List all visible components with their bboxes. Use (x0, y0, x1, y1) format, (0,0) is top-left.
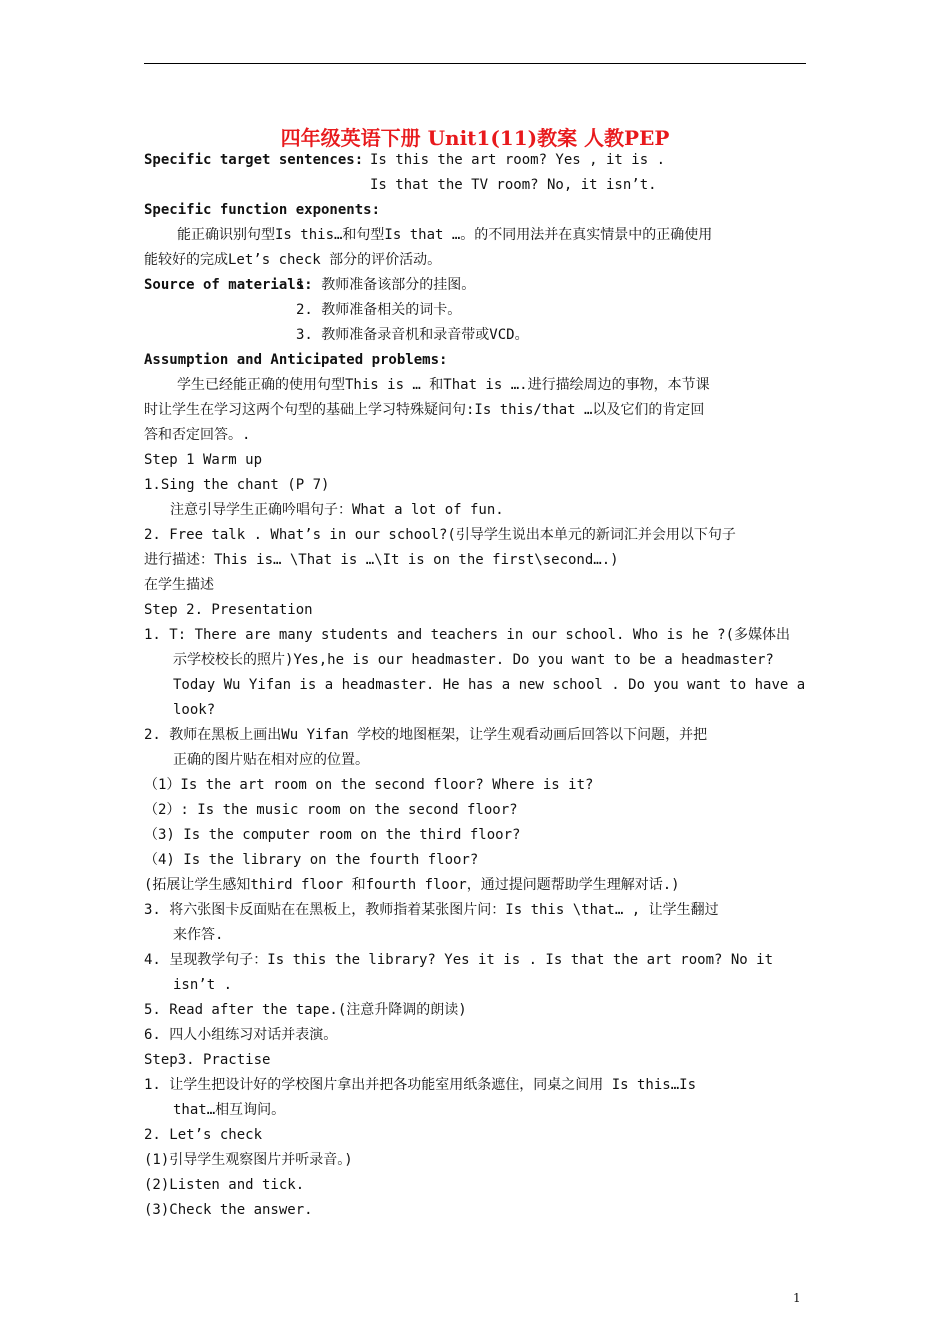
text-line: 6. 四人小组练习对话并表演。 (144, 1027, 338, 1043)
text-line: 正确的图片贴在相对应的位置。 (173, 752, 369, 768)
text-line: 1. 让学生把设计好的学校图片拿出并把各功能室用纸条遮住，同桌之间用 Is this…Is (144, 1077, 697, 1093)
text-line: Is this the art room? Yes , it is . (370, 152, 666, 168)
text-line: (拓展让学生感知third floor 和fourth floor，通过提问题帮助学生理解对话.) (144, 877, 680, 893)
text-line: 2. Let’s check (144, 1127, 263, 1143)
question-item: （2）: Is the music room on the second floor? (144, 802, 518, 818)
text-line: 能较好的完成Let’s check 部分的评价活动。 (144, 252, 442, 268)
list-item: 3. 教师准备录音机和录音带或VCD。 (296, 327, 529, 343)
list-item: 2. 教师准备相关的词卡。 (296, 302, 462, 318)
text-line: 学生已经能正确的使用句型This is … 和That is ….进行描绘周边的事物，本节课 (177, 377, 710, 393)
text-line: Today Wu Yifan is a headmaster. He has a new school . Do you want to have a (173, 677, 806, 693)
text-line: 注意引导学生正确吟唱句子：What a lot of fun. (170, 502, 504, 518)
text-line: look? (173, 702, 216, 718)
text-line: that…相互询问。 (173, 1102, 286, 1118)
text-line: 时让学生在学习这两个句型的基础上学习特殊疑问句:Is this/that …以及它们的肯定回 (144, 402, 705, 418)
text-line: 1.Sing the chant (P 7) (144, 477, 330, 493)
text-line: 2. Free talk . What’s in our school?(引导学生说出本单元的新词汇并会用以下句子 (144, 527, 736, 543)
question-item: （1）Is the art room on the second floor? Where is it? (144, 777, 594, 793)
document-title: 四年级英语下册 Unit1(11)教案 人教PEP (280, 126, 670, 150)
text-line: 进行描述：This is… \That is …\It is on the first\second….) (144, 552, 619, 568)
text-line: 答和否定回答。. (144, 427, 251, 443)
step-heading: Step3. Practise (144, 1052, 271, 1068)
question-item: （4) Is the library on the fourth floor? (144, 852, 479, 868)
header-rule (144, 63, 806, 64)
text-line: 在学生描述 (144, 577, 214, 593)
text-line: isn’t . (173, 977, 233, 993)
text-line: (3)Check the answer. (144, 1202, 313, 1218)
text-line: 3. 将六张图卡反面贴在在黑板上，教师指着某张图片问：Is this \that… , 让学生翻过 (144, 902, 719, 918)
text-line: Is that the TV room? No, it isn’t. (370, 177, 657, 193)
text-line: 来作答. (173, 927, 224, 943)
step-heading: Step 2. Presentation (144, 602, 313, 618)
heading-assumption: Assumption and Anticipated problems: (144, 352, 448, 368)
heading-target-sentences: Specific target sentences: (144, 152, 364, 168)
text-line: 能正确识别句型Is this…和句型Is that …。的不同用法并在真实情景中的正确使用 (177, 227, 713, 243)
text-line: 1. T: There are many students and teachers in our school. Who is he ?(多媒体出 (144, 627, 791, 643)
text-line: 4. 呈现教学句子：Is this the library? Yes it is . Is that the art room? No it (144, 952, 774, 968)
question-item: （3) Is the computer room on the third floor? (144, 827, 521, 843)
list-item: 1. 教师准备该部分的挂图。 (296, 277, 476, 293)
text-line: (2)Listen and tick. (144, 1177, 305, 1193)
heading-source-of-materials: Source of materials: (144, 277, 313, 293)
text-line: 5. Read after the tape.(注意升降调的朗读) (144, 1002, 467, 1018)
step-heading: Step 1 Warm up (144, 452, 263, 468)
text-line: 示学校校长的照片)Yes,he is our headmaster. Do you want to be a headmaster? (173, 652, 774, 668)
page-number: 1 (793, 1291, 801, 1305)
heading-function-exponents: Specific function exponents: (144, 202, 381, 218)
text-line: 2. 教师在黑板上画出Wu Yifan 学校的地图框架，让学生观看动画后回答以下问题，并把 (144, 727, 708, 743)
text-line: (1)引导学生观察图片并听录音。) (144, 1152, 353, 1168)
